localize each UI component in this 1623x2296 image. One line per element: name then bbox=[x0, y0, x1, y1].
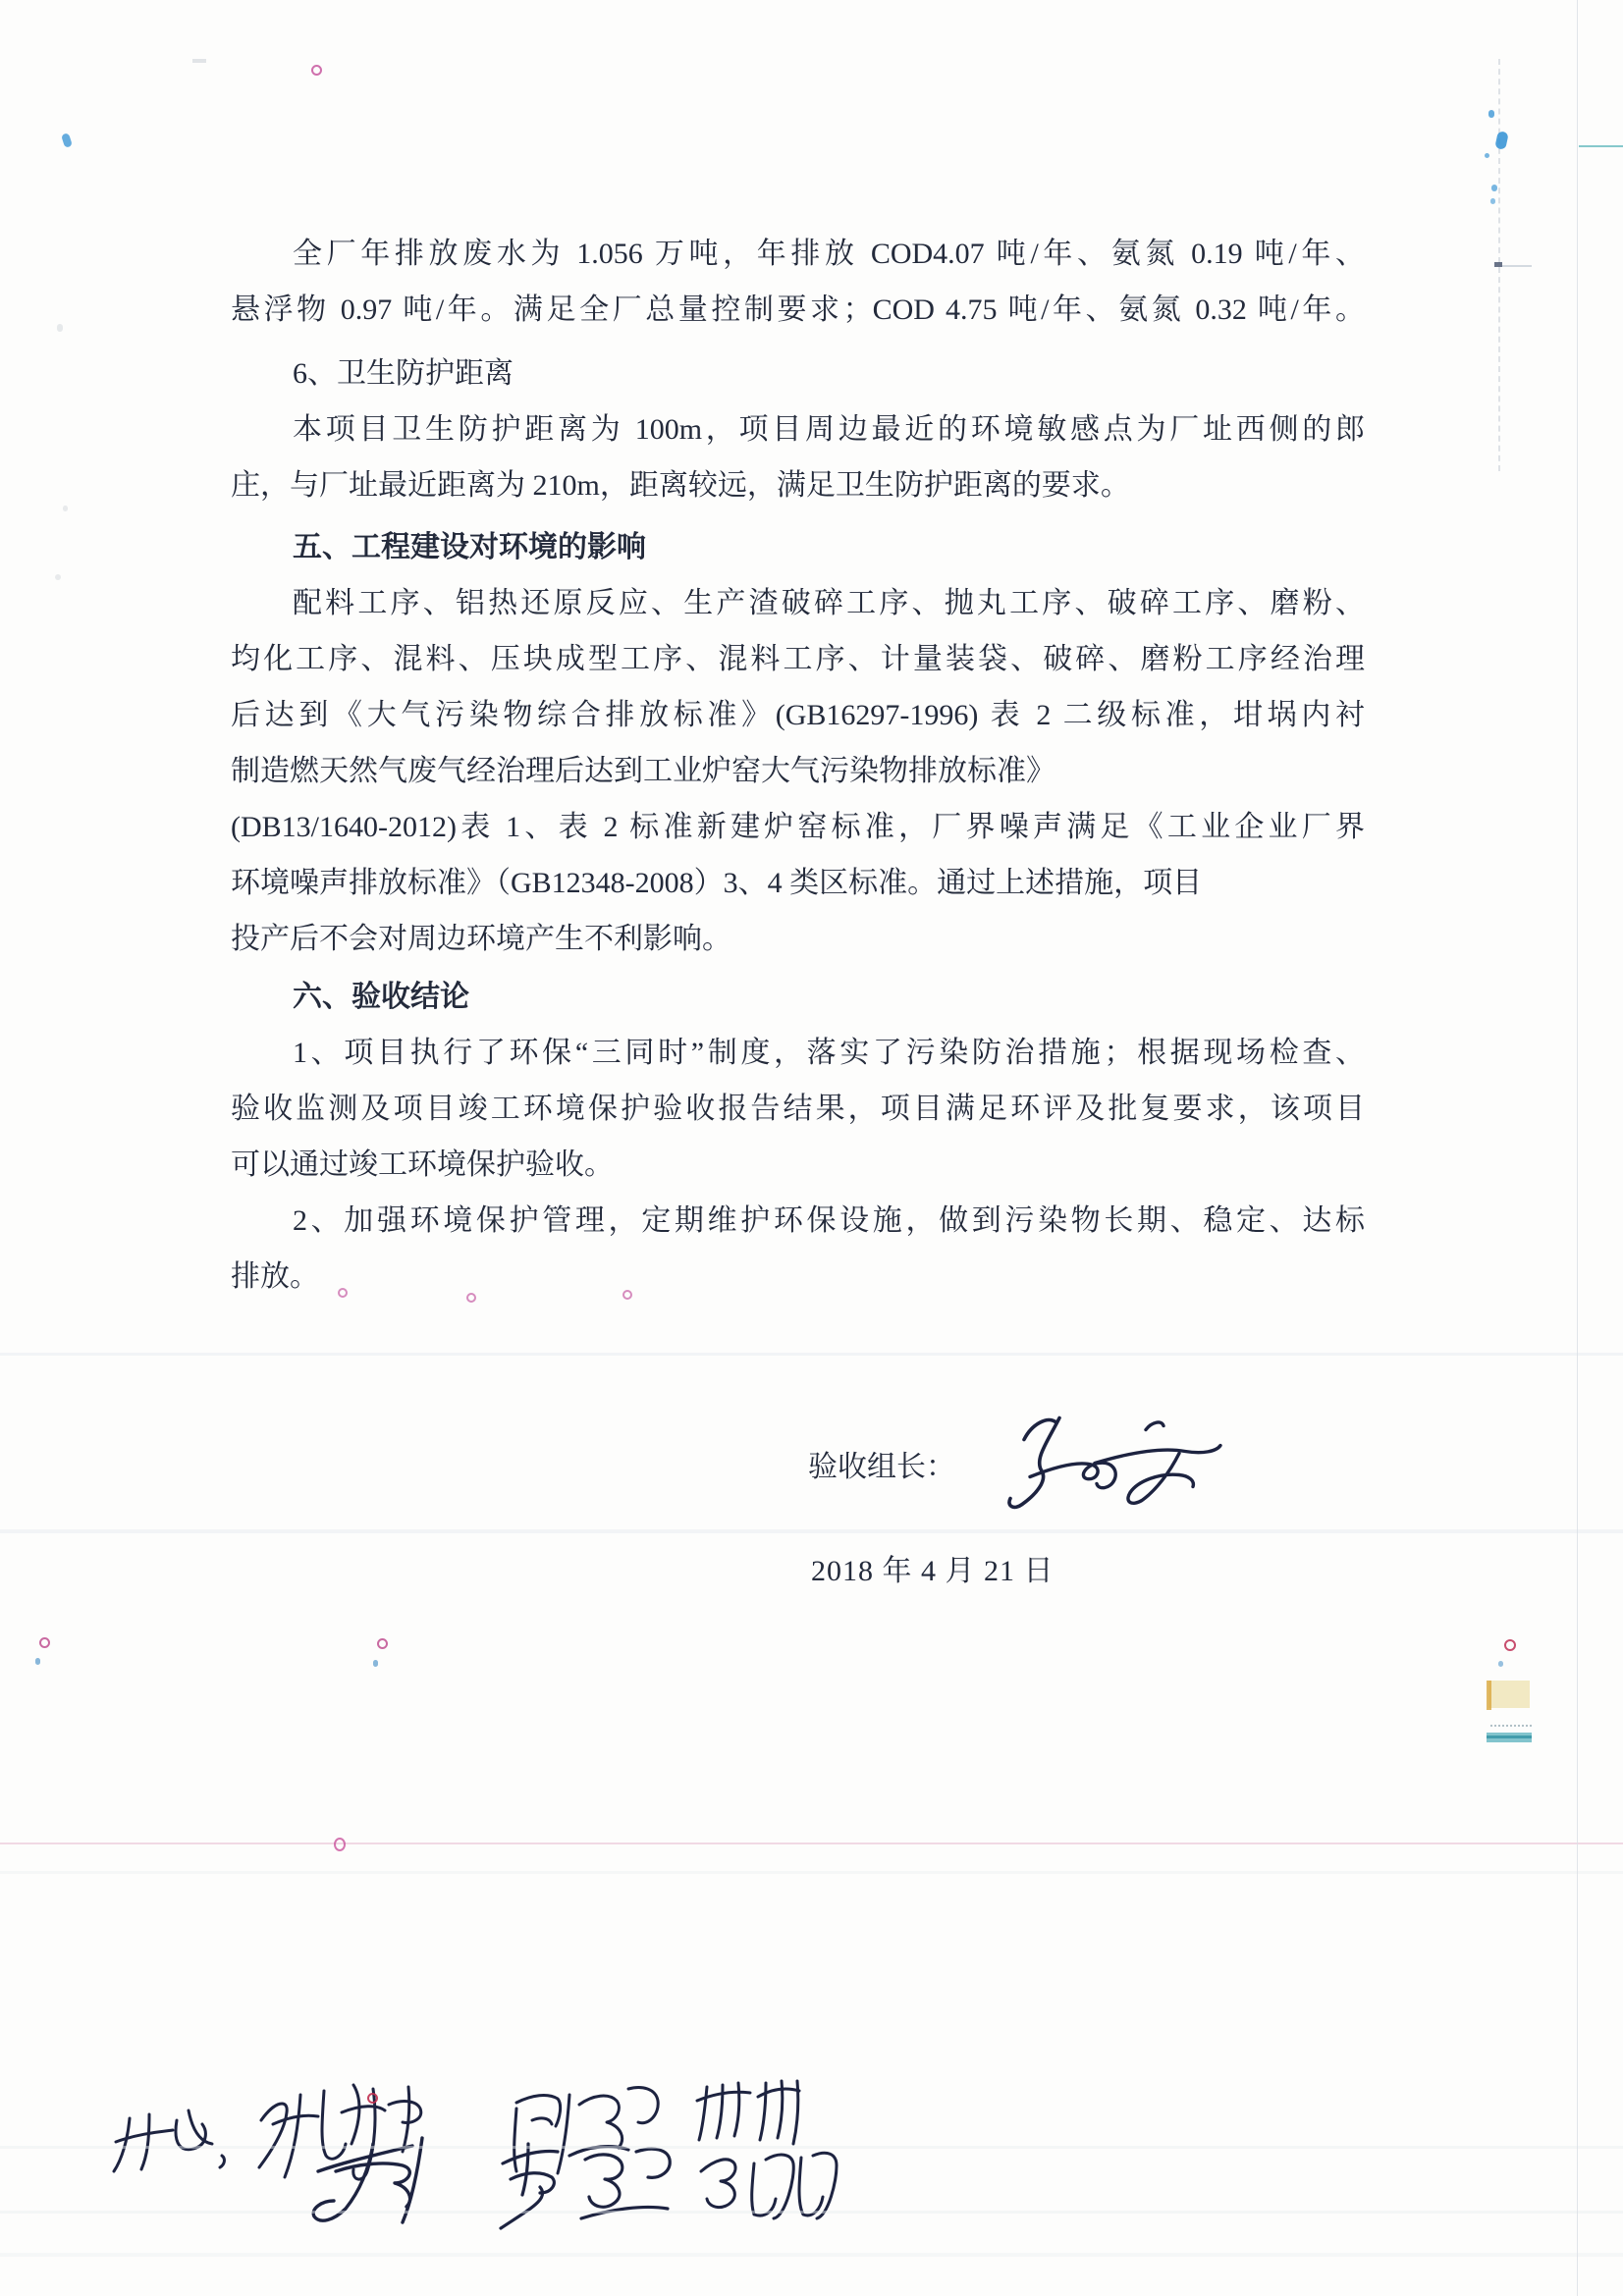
gray-speck bbox=[63, 506, 68, 511]
scan-noise-band bbox=[0, 2146, 1623, 2149]
acceptance-leader-label: 验收组长： bbox=[808, 1451, 955, 1483]
blue-speck bbox=[1494, 131, 1509, 150]
heading-sanitary-distance: 6、卫生防护距离 bbox=[293, 357, 514, 390]
teal-streak-core bbox=[1487, 1735, 1532, 1738]
doc-line: 均化工序、混料、压块成型工序、混料工序、计量装袋、破碎、磨粉工序经治理 bbox=[231, 643, 1365, 675]
yellow-streak bbox=[1488, 1681, 1530, 1708]
scan-ink-speck bbox=[1494, 262, 1502, 267]
blue-speck bbox=[373, 1660, 378, 1667]
doc-line: 环境噪声排放标准》（GB12348-2008）3、4 类区标准。通过上述措施，项目 bbox=[231, 867, 1203, 899]
doc-line: 庄，与厂址最近距离为 210m，距离较远，满足卫生防护距离的要求。 bbox=[231, 469, 1130, 502]
gray-speck bbox=[55, 574, 61, 580]
doc-line: 排放。 bbox=[231, 1260, 319, 1293]
red-ring-speck bbox=[1504, 1639, 1516, 1651]
pink-speck bbox=[311, 65, 322, 76]
scan-gray-dash bbox=[1502, 265, 1532, 267]
doc-line: 投产后不会对周边环境产生不利影响。 bbox=[231, 923, 731, 955]
document-body bbox=[231, 226, 1365, 1305]
red-ring-speck bbox=[367, 2093, 378, 2104]
pink-speck bbox=[334, 1838, 346, 1851]
yellow-streak-edge bbox=[1487, 1681, 1491, 1710]
doc-line: 后达到《大气污染物综合排放标准》(GB16297-1996) 表 2 二级标准，坩埚内衬 bbox=[231, 699, 1365, 731]
doc-line: 全厂年排放废水为 1.056 万吨，年排放 COD4.07 吨/年、氨氮 0.19 吨/年、 bbox=[293, 238, 1365, 270]
doc-line: 本项目卫生防护距离为 100m，项目周边最近的环境敏感点为厂址西侧的郎 bbox=[293, 413, 1365, 446]
blue-speck bbox=[61, 133, 73, 148]
blue-speck bbox=[35, 1658, 40, 1665]
pink-speck bbox=[338, 1288, 348, 1298]
member-signatures bbox=[79, 2061, 864, 2258]
doc-line: 制造燃天然气废气经治理后达到工业炉窑大气污染物排放标准》 bbox=[231, 755, 1055, 787]
doc-line: 配料工序、铝热还原反应、生产渣破碎工序、抛丸工序、破碎工序、磨粉、 bbox=[293, 587, 1365, 619]
blue-speck bbox=[1498, 1661, 1503, 1667]
pink-speck bbox=[377, 1638, 388, 1649]
scan-noise-band bbox=[0, 1529, 1623, 1533]
scan-noise-band bbox=[0, 1871, 1623, 1874]
scan-edge-line bbox=[1577, 0, 1578, 2296]
blue-speck bbox=[1488, 110, 1494, 118]
scan-noise-band bbox=[0, 1353, 1623, 1356]
scan-teal-line bbox=[1579, 145, 1623, 147]
pink-speck bbox=[622, 1290, 632, 1300]
doc-line: 验收监测及项目竣工环境保护验收报告结果，项目满足环评及批复要求，该项目 bbox=[231, 1093, 1365, 1125]
gray-speck bbox=[192, 59, 206, 63]
acceptance-date: 2018 年 4 月 21 日 bbox=[811, 1555, 1055, 1587]
pink-speck bbox=[39, 1637, 50, 1648]
doc-line: 可以通过竣工环境保护验收。 bbox=[231, 1148, 614, 1181]
scan-noise-band bbox=[0, 2253, 1623, 2257]
blue-speck bbox=[1490, 198, 1495, 204]
gray-dotted-line bbox=[1490, 1725, 1532, 1727]
section-heading-5: 五、工程建设对环境的影响 bbox=[293, 531, 646, 563]
blue-speck bbox=[1485, 153, 1489, 158]
section-heading-6: 六、验收结论 bbox=[293, 981, 469, 1013]
doc-line: 1、项目执行了环保“三同时”制度，落实了污染防治措施；根据现场检查、 bbox=[293, 1037, 1365, 1069]
doc-line: (DB13/1640-2012)表 1、表 2 标准新建炉窑标准，厂界噪声满足《工业企业厂界 bbox=[231, 811, 1365, 843]
scan-noise-band bbox=[0, 2211, 1623, 2214]
gray-speck bbox=[57, 324, 63, 332]
pink-speck bbox=[466, 1293, 476, 1303]
doc-line: 2、加强环境保护管理，定期维护环保设施，做到污染物长期、稳定、达标 bbox=[293, 1204, 1365, 1237]
doc-line: 悬浮物 0.97 吨/年。满足全厂总量控制要求；COD 4.75 吨/年、氨氮 0.32 吨/年。 bbox=[231, 294, 1365, 326]
blue-speck bbox=[1491, 185, 1497, 191]
leader-signature bbox=[997, 1406, 1232, 1523]
scan-noise-band bbox=[0, 1842, 1623, 1844]
